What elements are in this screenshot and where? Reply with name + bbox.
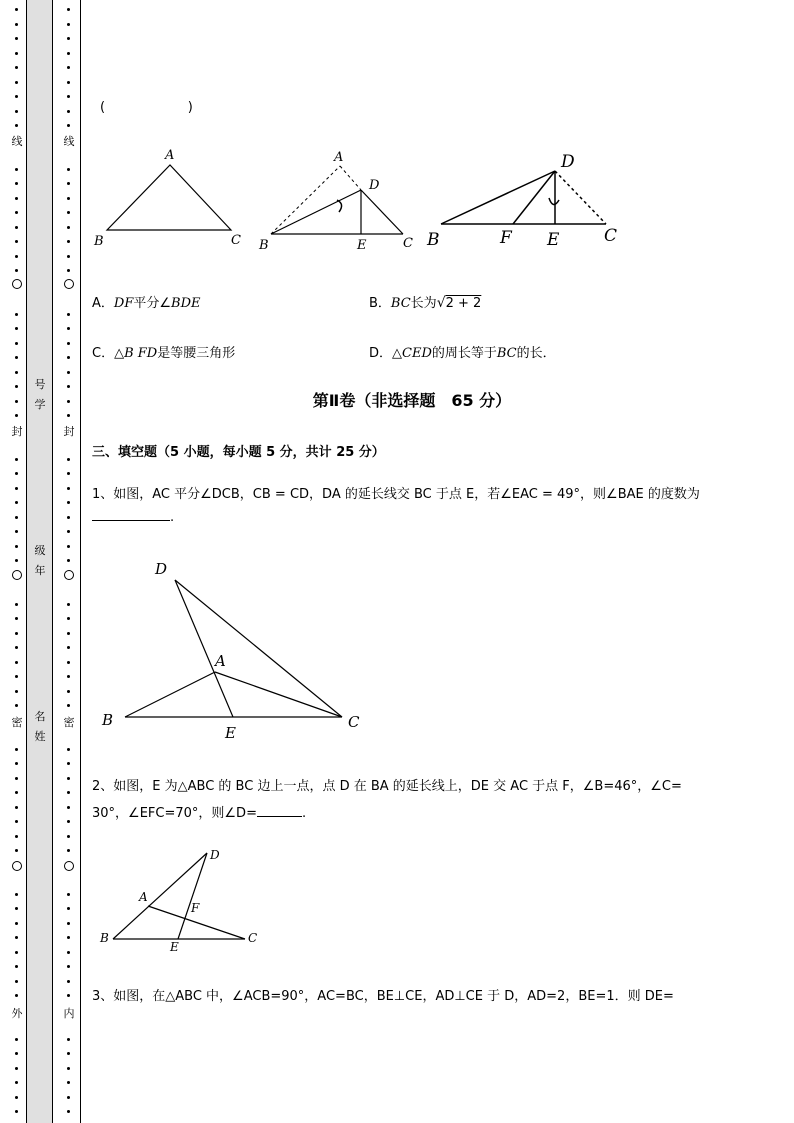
binding-dot: [67, 37, 70, 40]
binding-dot: [15, 820, 18, 823]
inner-label-nei: 内: [63, 1007, 75, 1020]
binding-dot: [15, 23, 18, 26]
outer-label-xian: 线: [11, 135, 23, 148]
inner-label-mi: 密: [63, 716, 75, 729]
binding-dot: [67, 23, 70, 26]
field-name: [33, 707, 47, 747]
binding-dot: [67, 472, 70, 475]
option-d: [369, 342, 556, 361]
option-text: 长为: [410, 296, 437, 311]
binding-dot: [67, 806, 70, 809]
answer-blank[interactable]: [257, 806, 302, 817]
binding-dot: [67, 226, 70, 229]
outer-circle-3: [12, 861, 22, 871]
binding-dot: [15, 748, 18, 751]
binding-dot: [67, 704, 70, 707]
binding-dot: [15, 458, 18, 461]
option-letter: A．: [92, 296, 114, 311]
binding-dot: [67, 8, 70, 11]
binding-dot: [15, 124, 18, 127]
binding-dot: [67, 110, 70, 113]
label: C: [348, 713, 360, 731]
inner-circle-2: [64, 570, 74, 580]
figure-question-1: [98, 556, 368, 746]
binding-dot: [15, 81, 18, 84]
binding-dot: [67, 835, 70, 838]
label: A: [215, 652, 226, 670]
label: D: [210, 848, 220, 862]
fill-in-header: 三、填空题（5 小题，每小题 5 分，共计 25 分）: [92, 445, 385, 460]
binding-dot: [67, 1110, 70, 1113]
binding-dot: [67, 559, 70, 562]
binding-dot: [15, 994, 18, 997]
field-char: 年: [34, 564, 46, 577]
label: C: [403, 236, 413, 251]
label: B: [102, 711, 114, 729]
binding-dot: [67, 168, 70, 171]
segment-df: [513, 171, 555, 224]
binding-dot: [67, 197, 70, 200]
inner-dot-column: [64, 0, 74, 1123]
option-seg: △CED: [392, 346, 432, 361]
binding-dot: [15, 95, 18, 98]
option-text: 是等腰三角形: [157, 346, 236, 361]
label: C: [248, 931, 258, 945]
option-seg: DF: [113, 296, 134, 311]
label: D: [155, 560, 168, 578]
binding-dot: [67, 849, 70, 852]
binding-dot: [67, 545, 70, 548]
option-b: [369, 292, 481, 311]
question-1-blank-line: [92, 510, 174, 525]
segment-ba: [125, 672, 215, 717]
question-3-text: 3、如图，在△ABC 中，∠ACB=90°，AC=BC，BE⊥CE，AD⊥CE 于 D，AD=2，BE=1．则 DE=: [92, 989, 674, 1004]
dashed-ad: [340, 166, 361, 190]
binding-dot: [67, 52, 70, 55]
binding-dot: [15, 835, 18, 838]
segment-de: [175, 580, 233, 717]
segment-bd: [441, 171, 555, 224]
binding-dot: [67, 95, 70, 98]
outer-circle-1: [12, 279, 22, 289]
binding-dot: [15, 487, 18, 490]
field-char: 学: [34, 398, 46, 411]
binding-dot: [15, 501, 18, 504]
dashed-ab: [271, 166, 340, 234]
question-1-text: 1、如图，AC 平分∠DCB，CB = CD，DA 的延长线交 BC 于点 E，若∠EAC = 49°，则∠BAE 的度数为: [92, 487, 700, 502]
figure-question-2: [96, 840, 276, 955]
label: F: [500, 228, 512, 248]
binding-dot: [15, 472, 18, 475]
binding-dot: [15, 414, 18, 417]
binding-dot: [67, 632, 70, 635]
binding-dot: [67, 1096, 70, 1099]
fold-arrow-icon: [549, 198, 559, 205]
figure-top-triangles: [88, 140, 628, 255]
binding-dot: [67, 1081, 70, 1084]
option-text: 的长．: [516, 346, 556, 361]
label: D: [561, 152, 575, 172]
binding-dot: [15, 690, 18, 693]
option-a: [92, 292, 200, 311]
binding-dot: [15, 1067, 18, 1070]
outer-dot-column: [12, 0, 22, 1123]
field-char: 号: [34, 378, 46, 391]
binding-dot: [67, 1052, 70, 1055]
binding-dot: [67, 342, 70, 345]
binding-dot: [67, 951, 70, 954]
binding-dot: [67, 777, 70, 780]
binding-dot: [67, 965, 70, 968]
binding-dot: [15, 661, 18, 664]
binding-dot: [67, 791, 70, 794]
binding-dot: [15, 313, 18, 316]
binding-dot: [15, 269, 18, 272]
binding-right-line: [80, 0, 81, 1123]
binding-dot: [67, 269, 70, 272]
label: A: [165, 148, 175, 163]
label: E: [547, 230, 560, 250]
answer-blank[interactable]: [92, 510, 170, 521]
binding-dot: [67, 124, 70, 127]
binding-dot: [15, 907, 18, 910]
binding-dot: [15, 52, 18, 55]
segment-bd: [271, 190, 361, 234]
outer-label-feng: 封: [11, 425, 23, 438]
label: A: [334, 150, 344, 165]
binding-dot: [15, 66, 18, 69]
inner-label-feng: 封: [63, 425, 75, 438]
binding-dot: [15, 559, 18, 562]
option-c: [92, 342, 235, 361]
binding-dot: [67, 530, 70, 533]
period: .: [170, 510, 175, 525]
binding-dot: [15, 646, 18, 649]
binding-dot: [67, 255, 70, 258]
binding-dot: [15, 893, 18, 896]
field-char: 姓: [34, 730, 46, 743]
binding-dot: [15, 168, 18, 171]
binding-dot: [15, 762, 18, 765]
binding-dot: [67, 646, 70, 649]
binding-dot: [67, 182, 70, 185]
binding-dot: [15, 617, 18, 620]
binding-dot: [15, 545, 18, 548]
label: A: [139, 890, 148, 904]
binding-dot: [67, 81, 70, 84]
binding-dot: [67, 603, 70, 606]
binding-dot: [67, 414, 70, 417]
binding-dot: [15, 342, 18, 345]
inner-label-xian: 线: [63, 135, 75, 148]
option-seg: BC: [496, 346, 517, 361]
binding-dot: [67, 907, 70, 910]
binding-dot: [15, 632, 18, 635]
label: B: [100, 931, 109, 945]
binding-dot: [15, 516, 18, 519]
binding-dot: [15, 1110, 18, 1113]
label: C: [604, 226, 618, 246]
option-seg: BDE: [171, 296, 201, 311]
outer-circle-2: [12, 570, 22, 580]
segment-ac: [215, 672, 342, 717]
option-letter: B．: [369, 296, 391, 311]
binding-dot: [15, 8, 18, 11]
dashed-dc: [555, 171, 606, 224]
question-2-text: 2、如图，E 为△ABC 的 BC 边上一点，点 D 在 BA 的延长线上，DE 交 AC 于点 F，∠B=46°，∠C=: [92, 779, 682, 794]
binding-dot: [15, 211, 18, 214]
binding-dot: [15, 1096, 18, 1099]
period: .: [301, 806, 307, 821]
binding-dot: [15, 182, 18, 185]
binding-dot: [67, 661, 70, 664]
binding-dot: [15, 327, 18, 330]
option-letter: D．: [369, 346, 393, 361]
label: B: [94, 234, 104, 249]
binding-dot: [67, 922, 70, 925]
binding-dot: [67, 211, 70, 214]
binding-dot: [67, 313, 70, 316]
binding-dot: [67, 1067, 70, 1070]
option-seg: △B FD: [114, 346, 158, 361]
binding-dot: [15, 806, 18, 809]
triangle-abc: [107, 165, 231, 230]
binding-dot: [67, 371, 70, 374]
section-title: 第Ⅱ卷（非选择题 65 分）: [312, 391, 512, 410]
question-2-text-cont: 30°，∠EFC=70°，则∠D=: [92, 806, 257, 821]
binding-dot: [67, 1038, 70, 1041]
binding-dot: [67, 690, 70, 693]
binding-dot: [15, 791, 18, 794]
binding-dot: [15, 197, 18, 200]
binding-dot: [15, 371, 18, 374]
answer-bracket: ( ): [100, 100, 193, 115]
binding-dot: [67, 66, 70, 69]
sqrt-icon: √: [436, 295, 446, 311]
label: D: [369, 178, 380, 193]
binding-dot: [67, 617, 70, 620]
binding-dot: [15, 226, 18, 229]
outer-label-mi: 密: [11, 716, 23, 729]
segment-dc: [361, 190, 403, 234]
binding-dot: [15, 675, 18, 678]
binding-dot: [67, 458, 70, 461]
binding-dot: [67, 762, 70, 765]
binding-dot: [15, 704, 18, 707]
outer-label-wai: 外: [11, 1007, 23, 1020]
binding-dot: [67, 487, 70, 490]
inner-circle-3: [64, 861, 74, 871]
option-text: 平分∠: [133, 296, 172, 311]
question-2-line2: [92, 802, 306, 821]
binding-dot: [15, 1081, 18, 1084]
option-seg: BC: [390, 296, 411, 311]
option-letter: C．: [92, 346, 115, 361]
binding-dot: [67, 936, 70, 939]
binding-dot: [67, 356, 70, 359]
binding-dot: [15, 965, 18, 968]
binding-dot: [67, 820, 70, 823]
field-char: 级: [34, 544, 46, 557]
binding-dot: [15, 951, 18, 954]
label: E: [225, 724, 236, 742]
binding-dot: [15, 356, 18, 359]
segment-dc: [175, 580, 342, 717]
binding-dot: [15, 1038, 18, 1041]
binding-dot: [67, 980, 70, 983]
inner-circle-1: [64, 279, 74, 289]
binding-dot: [15, 240, 18, 243]
binding-dot: [15, 922, 18, 925]
binding-dot: [15, 849, 18, 852]
binding-dot: [15, 110, 18, 113]
binding-dot: [67, 675, 70, 678]
binding-dot: [15, 936, 18, 939]
binding-dot: [15, 777, 18, 780]
label: E: [170, 940, 179, 954]
binding-dot: [67, 994, 70, 997]
binding-dot: [15, 37, 18, 40]
binding-dot: [67, 240, 70, 243]
binding-dot: [15, 255, 18, 258]
binding-dot: [67, 516, 70, 519]
binding-dot: [15, 980, 18, 983]
label: C: [231, 233, 241, 248]
option-text: 的周长等于: [431, 346, 497, 361]
binding-margin: [0, 0, 82, 1123]
label: B: [259, 238, 269, 253]
field-char: 名: [34, 710, 46, 723]
option-value: 2 + 2: [445, 296, 482, 311]
binding-dot: [67, 327, 70, 330]
binding-dot: [67, 748, 70, 751]
label: B: [427, 230, 440, 250]
field-grade: [33, 541, 47, 581]
label: F: [191, 901, 200, 915]
binding-dot: [15, 603, 18, 606]
binding-dot: [15, 1052, 18, 1055]
binding-dot: [15, 530, 18, 533]
binding-dot: [67, 893, 70, 896]
binding-dot: [67, 501, 70, 504]
label: E: [357, 238, 367, 253]
